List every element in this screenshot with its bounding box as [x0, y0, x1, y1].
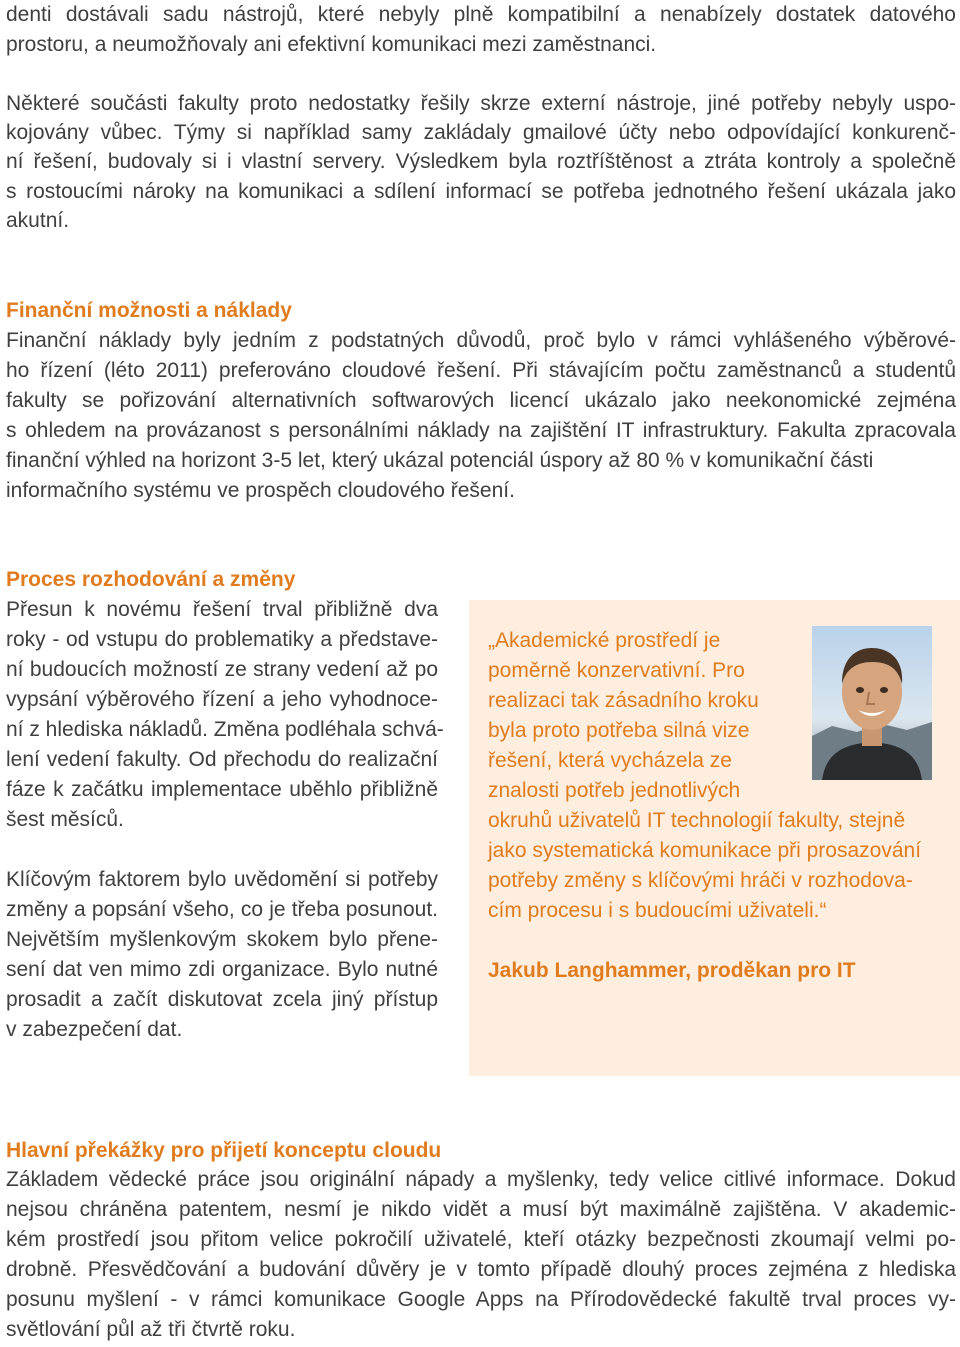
intro-line: akutní. [6, 209, 70, 232]
intro-line: s rostoucími nároky na komunikaci a sdílení informací se potřeba jednotného řešení ukázala jako [6, 180, 956, 203]
finance-line: ho řízení (léto 2011) preferováno cloudové řešení. Při stávajícím počtu zaměstnanců a studentů [6, 359, 956, 382]
quote-line: potřeby změny s klíčovými hráči v rozhodova- [488, 869, 913, 892]
decision-line: ní budoucích možností ze strany vedení až po [6, 658, 438, 681]
portrait-image [812, 626, 932, 780]
quote-line: „Akademické prostředí je [488, 629, 721, 652]
decision-line: Přesun k novému řešení trval přibližně dva [6, 598, 438, 621]
obstacles-line: Základem vědecké práce jsou originální nápady a myšlenky, tedy velice citlivé informace. Dokud [6, 1168, 956, 1191]
finance-line: informačního systému ve prospěch cloudového řešení. [6, 479, 515, 502]
quote-line: jako systematická komunikace při prosazování [488, 839, 922, 862]
section-heading-finance: Finanční možnosti a náklady [6, 299, 292, 322]
quote-line: byla proto potřeba silná vize [488, 719, 750, 742]
intro-line: kojovány vůbec. Týmy si například samy zakládaly gmailové účty nebo odpovídající konkurenč- [6, 121, 956, 144]
decision-line: Největším myšlenkovým skokem bylo přene- [6, 928, 438, 951]
decision-line: Klíčovým faktorem bylo uvědomění si potřeby [6, 868, 438, 891]
quote-author: Jakub Langhammer, proděkan pro IT [488, 959, 856, 982]
quote-line: poměrně konzervativní. Pro [488, 659, 745, 682]
quote-line: znalosti potřeb jednotlivých [488, 779, 741, 802]
decision-text-column [6, 595, 444, 1045]
finance-line: s ohledem na provázanost s personálními náklady na zajištění IT infrastruktury. Fakulta zpracovala [6, 419, 956, 442]
decision-line: ní z hlediska nákladů. Změna podléhala schvá- [6, 718, 444, 741]
intro-line: Některé součásti fakulty proto nedostatky řešily skrze externí nástroje, jiné potřeby nebyly uspo- [6, 92, 956, 115]
quote-line: realizaci tak zásadního kroku [488, 689, 759, 712]
obstacles-line: posunu myšlení - v rámci komunikace Google Apps na Přírodovědecké fakultě trval proces vy- [6, 1288, 956, 1311]
obstacles-line: nejsou chráněna patentem, nesmí je nikdo vidět a musí být maximálně zajištěna. V akademic- [6, 1198, 956, 1221]
quote-line: cím procesu i s budoucími uživateli.“ [488, 899, 827, 922]
finance-line: Finanční náklady byly jedním z podstatných důvodů, proč bylo v rámci vyhlášeného výběrové- [6, 329, 956, 352]
decision-line: fáze k začátku implementace uběhlo přibližně [6, 778, 438, 801]
finance-line: fakulty se pořizování alternativních softwarových licencí ukázalo jako neekonomické zejména [6, 389, 956, 412]
obstacles-line: světlování půl až tři čtvrtě roku. [6, 1318, 296, 1341]
section-heading-obstacles: Hlavní překážky pro přijetí konceptu cloudu [6, 1139, 442, 1162]
section-heading-decision: Proces rozhodování a změny [6, 568, 296, 591]
portrait-photo [812, 626, 932, 780]
decision-line: změny a popsání všeho, co je třeba posunout. [6, 898, 438, 921]
intro-line: prostoru, a neumožňovaly ani efektivní komunikaci mezi zaměstnanci. [6, 33, 657, 56]
decision-line: vypsání výběrového řízení a jeho vyhodnoce- [6, 688, 438, 711]
decision-line: v zabezpečení dat. [6, 1018, 183, 1041]
finance-line: finanční výhled na horizont 3-5 let, který ukázal potenciál úspory až 80 % v komunikační části [6, 449, 874, 472]
decision-line: šest měsíců. [6, 808, 124, 831]
intro-line: ní řešení, budovaly si i vlastní servery. Výsledkem byla roztříštěnost a ztráta kontroly a společně [6, 150, 956, 173]
quote-line: okruhů uživatelů IT technologií fakulty, stejně [488, 809, 906, 832]
intro-line: denti dostávali sadu nástrojů, které nebyly plně kompatibilní a nenabízely dostatek datového [6, 3, 956, 26]
decision-line: lení vedení fakulty. Od přechodu do realizační [6, 748, 438, 771]
quote-line: řešení, která vycházela ze [488, 749, 732, 772]
obstacles-line: kém prostředí jsou přitom velice pokročilí uživatelé, kteří otázky bezpečnosti zkoumají velmi po- [6, 1228, 956, 1251]
decision-line: roky - od vstupu do problematiky a představe- [6, 628, 438, 651]
decision-line: prosadit a začít diskutovat zcela jiný přístup [6, 988, 438, 1011]
obstacles-line: drobně. Přesvědčování a budování důvěry je v tomto případě dlouhý proces zejména z hlediska [6, 1258, 956, 1281]
decision-line: sení dat ven mimo zdi organizace. Bylo nutné [6, 958, 438, 981]
